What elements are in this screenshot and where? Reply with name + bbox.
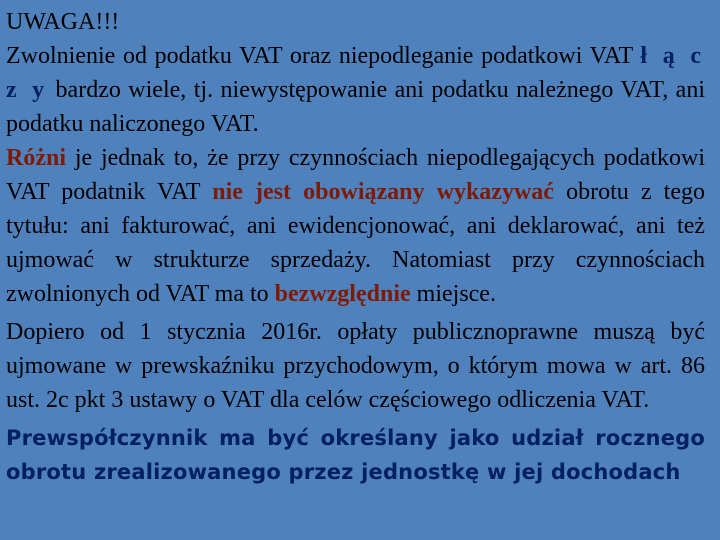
heading-and-paragraph-1 <box>6 5 705 141</box>
paragraph-4 <box>6 421 705 489</box>
p4-text: Prewspółczynnik ma być określany jako udział rocznego obrotu zrealizowanego przez jednostkę w jej dochodach <box>6 426 705 484</box>
p2-emphasis-2: bezwzględnie <box>274 281 411 307</box>
slide-heading: UWAGA!!! <box>6 9 120 35</box>
slide-content <box>6 5 705 540</box>
p2-lead: Różni <box>6 145 66 171</box>
p2-text-1: je jednak to, że przy czynnościach niepodlegających podatkowi VAT podatnik VAT <box>6 145 705 205</box>
p2-text-3: miejsce. <box>410 281 496 307</box>
p1-emphasis: ł ą c z y <box>6 43 705 103</box>
p3-text: Dopiero od 1 stycznia 2016r. opłaty publicznoprawne muszą być ujmowane w prewskaźniku przychodowym, o którym mowa w art. 86 ust. 2c pkt 3 ustawy o VAT dla celów częściowego odliczenia VAT. <box>6 319 705 413</box>
p2-text-2: obrotu z tego tytułu: ani fakturować, ani ewidencjonować, ani deklarować, ani też ujmować w strukturze sprzedaży. Natomiast przy czynnościach zwolnionych od VAT ma to <box>6 179 705 307</box>
p1-text-1: Zwolnienie od podatku VAT oraz niepodleganie podatkowi VAT <box>6 43 641 69</box>
p1-text-2: bardzo wiele, tj. niewystępowanie ani podatku należnego VAT, ani podatku naliczonego VAT. <box>6 77 705 137</box>
paragraph-3 <box>6 315 705 417</box>
paragraph-2 <box>6 141 705 311</box>
p2-emphasis: nie jest obowiązany wykazywać <box>212 179 554 205</box>
